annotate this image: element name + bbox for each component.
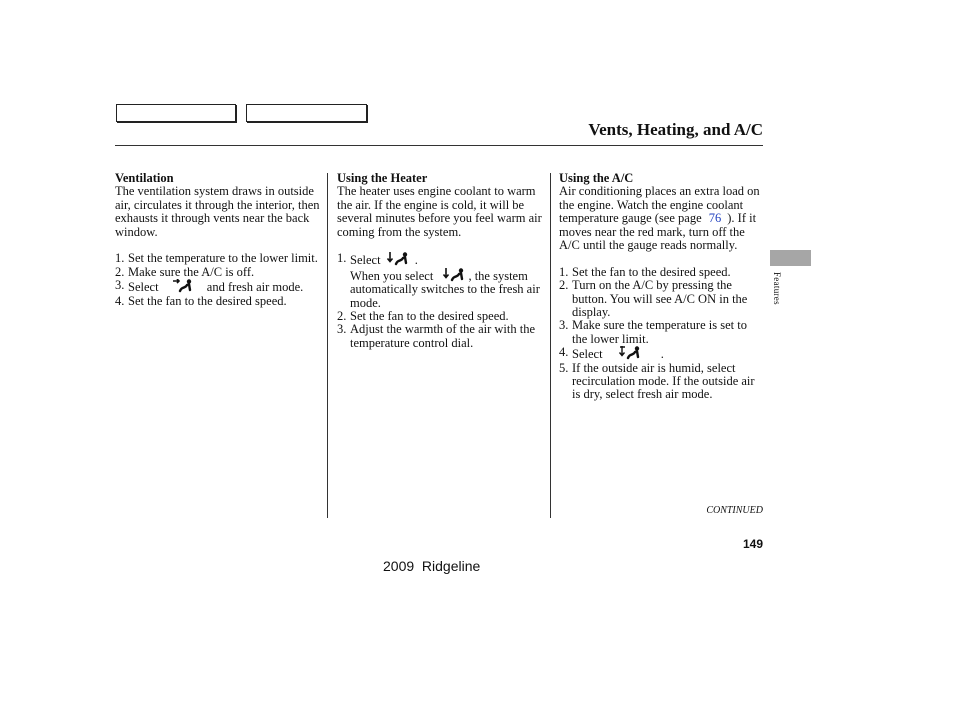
floor-vent-mode-icon bbox=[386, 252, 410, 266]
ac-step-1: 1. Set the fan to the desired speed. bbox=[559, 264, 731, 279]
ac-step-5: 5. If the outside air is humid, select recirculation mode. If the outside air is dry, select fresh air mode. bbox=[559, 360, 755, 402]
page-title: Vents, Heating, and A/C bbox=[588, 120, 763, 139]
heater-step-1: 1. Select . When you select , the system automatically switches to the fresh air mode. bbox=[337, 251, 540, 310]
ac-step-2: 2. Turn on the A/C by pressing the button. You will see A/C ON in the display. bbox=[559, 278, 748, 320]
ventilation-heading: Ventilation bbox=[115, 171, 174, 185]
floor-defrost-mode-icon bbox=[618, 346, 642, 360]
column-divider-1 bbox=[327, 173, 328, 518]
heater-step-2: 2. Set the fan to the desired speed. bbox=[337, 309, 509, 324]
ventilation-step-2: 2. Make sure the A/C is off. bbox=[115, 264, 255, 279]
continued-label: CONTINUED bbox=[706, 505, 763, 516]
ventilation-step-4: 4. Set the fan to the desired speed. bbox=[115, 293, 287, 308]
heater-column bbox=[337, 172, 545, 350]
heater-heading: Using the Heater bbox=[337, 171, 428, 185]
dash-vent-mode-icon bbox=[170, 279, 194, 293]
ventilation-column bbox=[115, 172, 320, 308]
ventilation-step-3: 3. Select and fresh air mode. bbox=[115, 278, 304, 295]
page-reference-link[interactable]: 76 bbox=[708, 211, 722, 226]
ventilation-intro: The ventilation system draws in outside air, circulates it through the interior, then exhausts it through vents near the back window. bbox=[115, 184, 320, 239]
ac-step-4: 4. Select . bbox=[559, 345, 664, 362]
column-divider-2 bbox=[550, 173, 551, 518]
heater-intro: The heater uses engine coolant to warm the air. If the engine is cold, it will be several minutes before you feel warm air coming from the system. bbox=[337, 184, 542, 239]
header-rule bbox=[115, 145, 763, 146]
section-label: Features bbox=[772, 272, 782, 305]
ac-step-3: 3. Make sure the temperature is set to the lower limit. bbox=[559, 318, 747, 346]
ac-column bbox=[559, 172, 765, 402]
section-tab bbox=[770, 250, 811, 266]
model-footer: 2009 Ridgeline bbox=[383, 558, 481, 574]
page-number: 149 bbox=[742, 537, 763, 551]
header-tab-1 bbox=[116, 104, 236, 122]
header-tab-2 bbox=[246, 104, 367, 122]
floor-vent-mode-icon bbox=[442, 268, 466, 282]
ventilation-step-1: 1. Set the temperature to the lower limit. bbox=[115, 251, 318, 266]
ac-intro: Air conditioning places an extra load on the engine. Watch the engine coolant temperature gauge (see page 76 ). If it moves near the red mark, turn off the A/C until the gauge reads normally. bbox=[559, 184, 760, 253]
heater-step-3: 3. Adjust the warmth of the air with the temperature control dial. bbox=[337, 322, 536, 350]
ac-heading: Using the A/C bbox=[559, 171, 634, 185]
